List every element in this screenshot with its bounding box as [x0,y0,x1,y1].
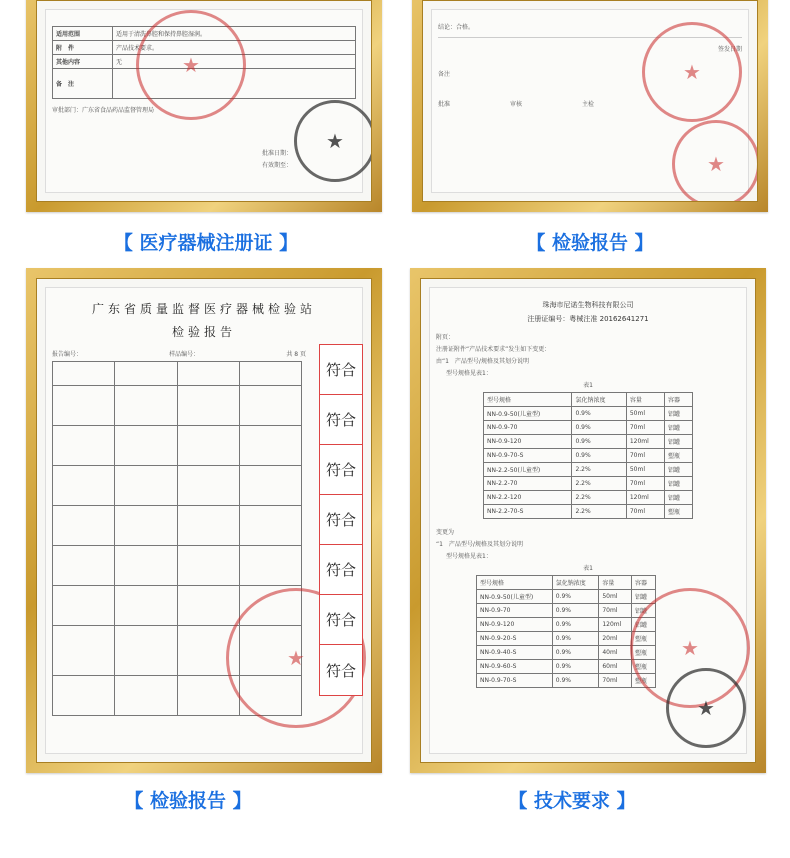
table-row [484,505,693,519]
sample-no-label: 样品编号： [169,351,200,358]
table-cell: 0.9% [552,660,599,674]
table-cell: 70ml [626,449,664,463]
tech-table-title-b: 型号规格见表1： [446,553,492,560]
report-bottom-frame [26,268,382,773]
table-cell: 40ml [599,646,632,660]
table-cell: 2.2% [572,463,626,477]
report-top-stamp: ★ [642,22,742,122]
tech-stamp-black: ★ [666,668,746,748]
tech-company: 珠海市尼诺生物科技有限公司 [542,301,634,309]
tech-attach: 附页： [436,334,455,341]
report-no-label: 报告编号： [52,351,83,358]
report-bottom-document [36,278,372,763]
table-cell: 塑瓶 [665,449,693,463]
caption-tech: 【 技术要求 】 [508,790,636,812]
table-header: 氯化钠浓度 [572,393,626,407]
table-cell: 120ml [599,618,632,632]
caption-tech-text: 技术要求 [533,790,610,812]
table-row [484,477,693,491]
caption-report-top-text: 检验报告 [551,232,628,254]
table-cell: 70ml [599,674,632,688]
table-cell: NN-0.9-50(儿童型) [484,407,572,421]
table-row [477,660,656,674]
report-bottom-stamp: ★ [226,588,366,728]
table-cell: NN-0.9-60-S [477,660,553,674]
tech-table-a [483,392,693,519]
cert-footer: 审批部门：广东省食品药品监督管理局 [52,107,155,114]
table-cell: NN-0.9-70-S [484,449,572,463]
tech-table-caption: 表1 [583,382,593,389]
pass-cell: 符合 [320,445,362,495]
page-count: 共 8 页 [286,351,306,358]
table-cell: 2.2% [572,477,626,491]
table-cell: 70ml [599,604,632,618]
table-cell: 50ml [626,407,664,421]
table-cell: 70ml [626,421,664,435]
table-cell: 铝罐 [665,407,693,421]
table-cell: 0.9% [552,590,599,604]
cert-row-label: 适用范围 [53,27,113,41]
cert-row-value: 无 [113,55,356,69]
table-row [484,435,693,449]
table-cell: 铝罐 [665,421,693,435]
table-cell: NN-2.2-70 [484,477,572,491]
table-cell: NN-0.9-120 [484,435,572,449]
pass-cell: 符合 [325,661,356,680]
cert-row-value: 产品技术要求。 [113,41,356,55]
table-cell: 50ml [626,463,664,477]
table-cell: 铝罐 [665,477,693,491]
table-row [477,632,656,646]
table-cell: NN-0.9-70 [477,604,553,618]
table-cell: 120ml [626,435,664,449]
tech-note3: “1 产品型号/规格及其划分说明 [436,541,523,548]
cert-row-label: 其他内容 [53,55,113,69]
table-row [477,618,656,632]
pass-cell: 符合 [320,495,362,545]
table-cell: NN-2.2-120 [484,491,572,505]
table-cell: 60ml [599,660,632,674]
table-row [484,449,693,463]
tech-note1: 注册证附件“产品技术要求”发生如下变更： [436,346,551,353]
table-cell: NN-2.2-50(儿童型) [484,463,572,477]
cert-approve-date: 批准日期： [261,150,292,157]
table-header: 容量 [599,576,632,590]
table-row [484,421,693,435]
table-cell: 铝罐 [632,618,656,632]
pass-cell: 符合 [320,395,362,445]
table-row [484,491,693,505]
caption-report-bottom-text: 检验报告 [149,790,226,812]
table-cell: 0.9% [552,618,599,632]
report-top-reviewer: 审核 [510,101,523,108]
table-header: 氯化钠浓度 [552,576,599,590]
table-cell: 0.9% [552,646,599,660]
table-cell: 0.9% [572,421,626,435]
report-top-sign-label: 签发日期 [717,46,742,53]
table-cell: 塑瓶 [632,646,656,660]
pass-column [319,344,363,696]
table-header: 容器 [665,393,693,407]
table-row [477,646,656,660]
table-cell: 2.2% [572,505,626,519]
tech-reg-no: 注册证编号：粤械注准 20162641271 [527,315,649,323]
table-row [477,604,656,618]
cert-document [36,0,372,202]
table-header: 型号规格 [484,393,572,407]
table-cell: 0.9% [552,632,599,646]
table-cell: 铝罐 [632,590,656,604]
cert-row-value: 适用于清洗鼻腔和保持鼻腔湿润。 [113,27,356,41]
report-subtitle: 检验报告 [171,325,236,339]
table-cell: NN-0.9-40-S [477,646,553,660]
report-top-approver: 批准 [438,101,451,108]
table-cell: NN-0.9-120 [477,618,553,632]
table-cell: 塑瓶 [632,632,656,646]
caption-report-bottom: 【 检验报告 】 [124,790,252,812]
report-title: 广东省质量监督医疗器械检验站 [91,302,316,316]
cert-row-label: 备 注 [53,69,113,99]
table-cell: 50ml [599,590,632,604]
report-top-frame [412,0,768,212]
table-header: 容量 [626,393,664,407]
table-cell: 0.9% [572,435,626,449]
table-cell: 0.9% [572,407,626,421]
cert-stamp-red: ★ [136,10,246,120]
table-row [484,407,693,421]
table-cell: 铝罐 [665,491,693,505]
caption-cert: 【 医疗器械注册证 】 [113,232,299,254]
tech-table-b [476,575,656,688]
table-row [477,674,656,688]
table-header: 型号规格 [477,576,553,590]
table-cell: 塑瓶 [632,674,656,688]
table-cell: 塑瓶 [665,505,693,519]
table-cell: 0.9% [552,604,599,618]
report-top-remark-label: 备注 [438,71,451,78]
table-cell: NN-0.9-50(儿童型) [477,590,553,604]
table-row [484,463,693,477]
tech-frame [410,268,766,773]
tech-change-to: 变更为 [436,529,455,536]
pass-cell: 符合 [320,545,362,595]
table-cell: NN-0.9-70 [484,421,572,435]
cert-stamp-black: ★ [294,100,372,182]
table-cell: 20ml [599,632,632,646]
table-cell: 120ml [626,491,664,505]
table-cell: 铝罐 [632,604,656,618]
tech-table-caption-b: 表1 [583,565,593,572]
cert-valid-date: 有效期至： [261,162,292,169]
cert-frame [26,0,382,212]
tech-table-title: 型号规格见表1： [446,370,492,377]
table-cell: NN-2.2-70-S [484,505,572,519]
table-cell: NN-0.9-70-S [477,674,553,688]
table-row [477,590,656,604]
pass-cell: 符合 [320,345,362,395]
table-cell: NN-0.9-20-S [477,632,553,646]
pass-cell: 符合 [320,595,362,645]
report-top-stamp-2: ★ [672,120,758,202]
caption-cert-text: 医疗器械注册证 [139,232,273,254]
table-cell: 铝罐 [665,463,693,477]
table-cell: 0.9% [572,449,626,463]
report-top-document [422,0,758,202]
tech-note2: 由“1 产品型号/规格及其划分说明 [436,358,529,365]
caption-report-top: 【 检验报告 】 [526,232,654,254]
table-cell: 0.9% [552,674,599,688]
report-top-main-tester: 主检 [582,101,595,108]
cert-row-label: 附 件 [53,41,113,55]
table-cell: 70ml [626,477,664,491]
tech-stamp-red: ★ [630,588,750,708]
table-cell: 2.2% [572,491,626,505]
report-top-conclusion: 结论：合格。 [438,24,475,31]
table-cell: 70ml [626,505,664,519]
table-header: 容器 [632,576,656,590]
table-cell: 铝罐 [665,435,693,449]
table-cell: 塑瓶 [632,660,656,674]
tech-document [420,278,756,763]
